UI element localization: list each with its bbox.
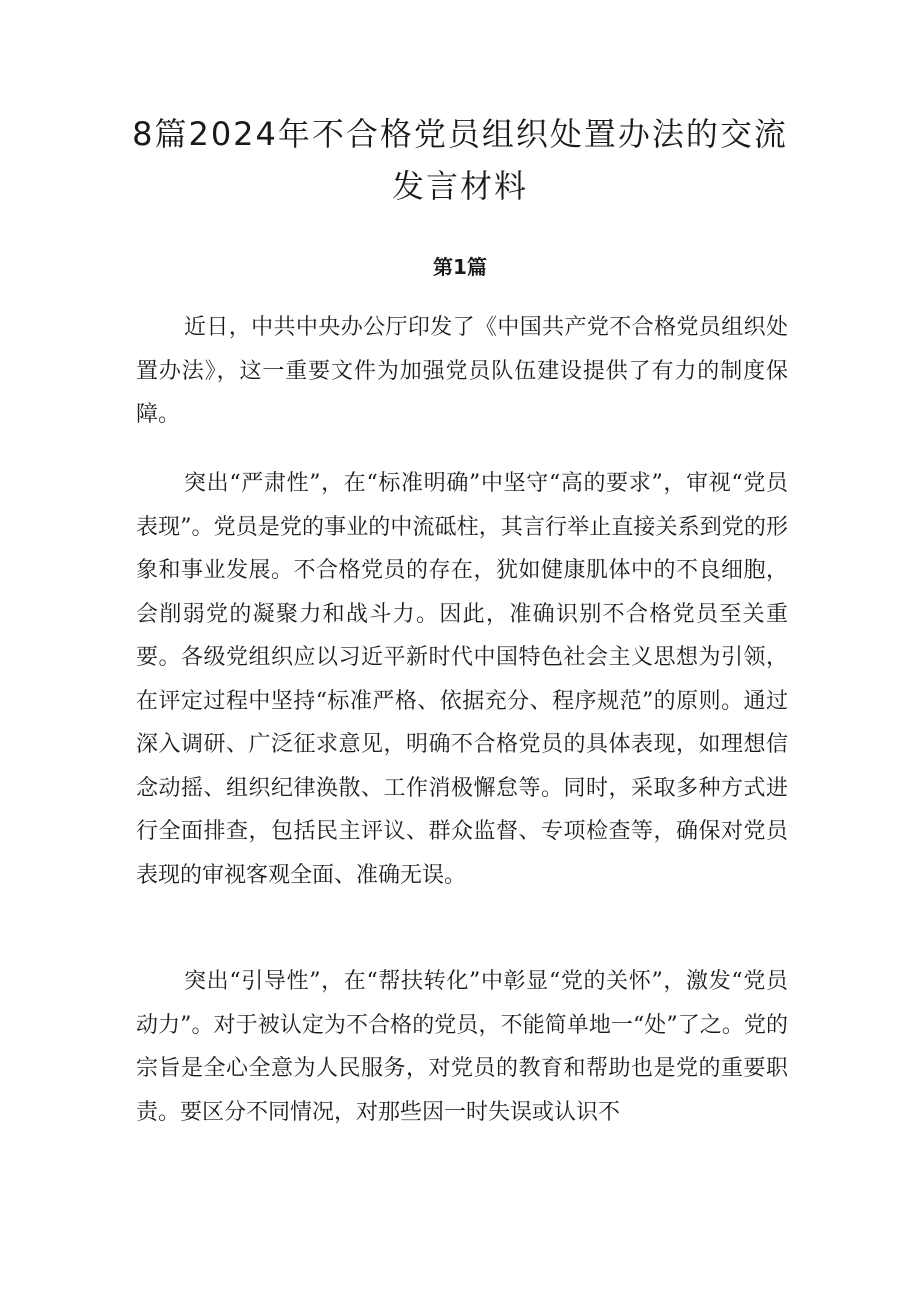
document-title: 8篇2024年不合格党员组织处置办法的交流发言材料 [132, 115, 788, 205]
body-paragraph: 近日，中共中央办公厅印发了《中国共产党不合格党员组织处置办法》，这一重要文件为加强党员队伍建设提供了有力的制度保障。 [136, 315, 788, 427]
section-heading: 第1篇 [433, 255, 487, 279]
body-paragraph: 突出“严肃性”，在“标准明确”中坚守“高的要求”，审视“党员表现”。党员是党的事业的中流砥柱，其言行举止直接关系到党的形象和事业发展。不合格党员的存在，犹如健康肌体中的不良细胞，会削弱党的凝聚力和战斗力。因此，准确识别不合格党员至关重要。各级党组织应以习近平新时代中国特色社会主义思想为引领，在评定过程中坚持“标准严格、依据充分、程序规范”的原则。通过深入调研、广泛征求意见，明确不合格党员的具体表现，如理想信念动摇、组织纪律涣散、工作消极懈怠等。同时，采取多种方式进行全面排查，包括民主评议、群众监督、专项检查等，确保对党员表现的审视客观全面、准确无误。 [136, 471, 788, 888]
body-paragraph: 突出“引导性”，在“帮扶转化”中彰显“党的关怀”，激发“党员动力”。对于被认定为不合格的党员，不能简单地一“处”了之。党的宗旨是全心全意为人民服务，对党员的教育和帮助也是党的重要职责。要区分不同情况，对那些因一时失误或认识不 [136, 969, 788, 1125]
